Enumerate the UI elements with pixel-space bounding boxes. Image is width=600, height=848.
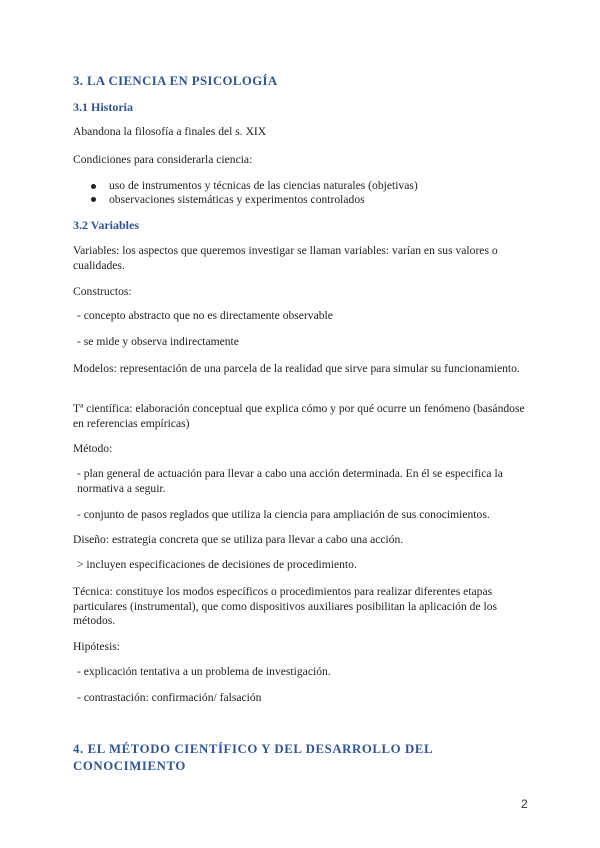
variables-definition: Variables: los aspectos que queremos investigar se llaman variables: varían en sus valores o cualidades. [73, 244, 498, 272]
historia-line-1: Abandona la filosofía a finales del s. XIX [73, 125, 267, 138]
constructos-item-1: - concepto abstracto que no es directamente observable [77, 309, 333, 322]
constructos-item-2: - se mide y observa indirectamente [77, 335, 239, 348]
bullet-item: observaciones sistemáticas y experimentos controlados [73, 193, 533, 207]
subsection-variables-heading: 3.2 Variables [73, 218, 140, 232]
metodo-item-1: - plan general de actuación para llevar a cabo una acción determinada. En él se especifica la normativa a seguir. [77, 467, 503, 495]
section-3-title: 3. LA CIENCIA EN PSICOLOGÍA [73, 74, 278, 88]
modelos-definition: Modelos: representación de una parcela de la realidad que sirve para simular su funcionamiento. [73, 362, 520, 375]
conditions-bullet-list [73, 179, 533, 206]
subsection-historia-heading: 3.1 Historia [73, 100, 133, 114]
metodo-label: Método: [73, 442, 113, 455]
diseno-item-1: > incluyen especificaciones de decisiones de procedimiento. [77, 558, 357, 571]
metodo-item-2: - conjunto de pasos reglados que utiliza la ciencia para ampliación de sus conocimientos. [77, 508, 490, 521]
hipotesis-item-1: - explicación tentativa a un problema de investigación. [77, 665, 331, 678]
historia-line-2: Condiciones para considerarla ciencia: [73, 153, 253, 166]
hipotesis-item-2: - contrastación: confirmación/ falsación [77, 691, 262, 704]
diseno-definition: Diseño: estrategia concreta que se utiliza para llevar a cabo una acción. [73, 533, 404, 546]
hipotesis-label: Hipótesis: [73, 640, 121, 653]
tecnica-definition: Técnica: constituye los modos específicos o procedimientos para realizar diferentes etapas particulares (instrumental), que como dispositivos auxiliares posibilitan la aplicación de los métodos. [73, 585, 498, 627]
page-number: 2 [521, 797, 528, 811]
bullet-item: uso de instrumentos y técnicas de las ciencias naturales (objetivas) [73, 179, 533, 193]
constructos-label: Constructos: [73, 285, 132, 298]
section-4-title: 4. EL MÉTODO CIENTÍFICO Y DEL DESARROLLO DEL CONOCIMIENTO [73, 742, 433, 773]
teoria-definition: Tª científica: elaboración conceptual que explica cómo y por qué ocurre un fenómeno (basándose en referencias empíricas) [73, 402, 525, 430]
